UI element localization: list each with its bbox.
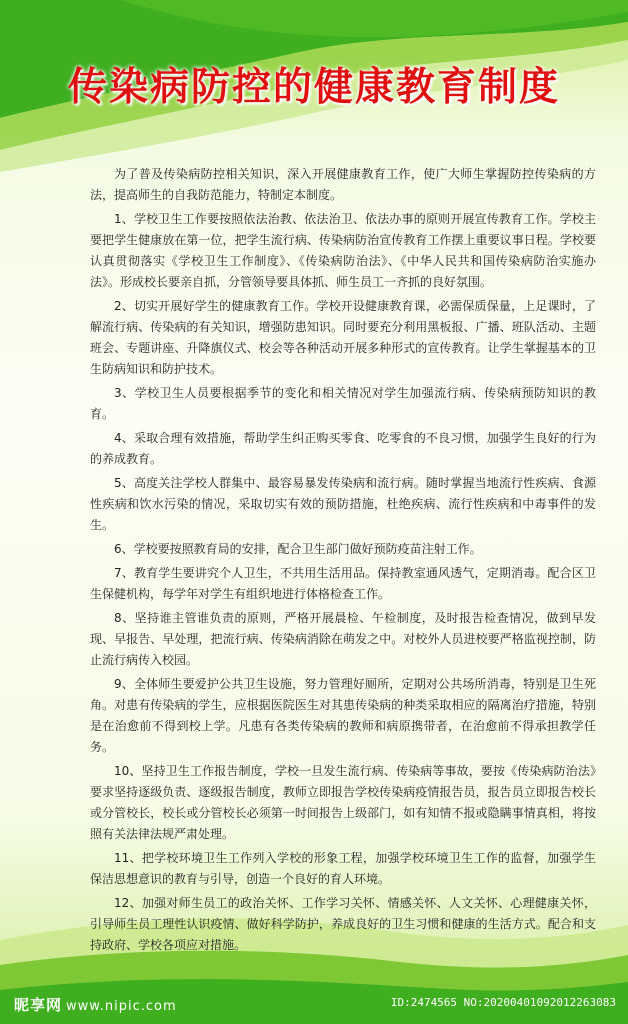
- clause-5: 5、高度关注学校人群集中、最容易暴发传染病和流行病。随时掌握当地流行性疾病、食源性疾病和饮水污染的情况，采取切实有效的预防措施，杜绝疾病、流行性疾病和中毒事件的发生。: [90, 476, 596, 532]
- site-watermark: [14, 994, 177, 1015]
- regulation-body: [90, 164, 596, 959]
- clause-6: 6、学校要按照教育局的安排，配合卫生部门做好预防疫苗注射工作。: [114, 542, 482, 556]
- watermark-logo: 昵享网: [14, 996, 63, 1014]
- clause-9: 9、全体师生要爱护公共卫生设施，努力管理好厕所，定期对公共场所消毒，特别是卫生死角。对患有传染病的学生，应根据医院医生对其患传染病的种类采取相应的隔离治疗措施，特别是在治愈前不得到校上学。凡患有各类传染病的教师和病原携带者，在治愈前不得承担教学任务。: [90, 677, 596, 754]
- clause-12: 12、加强对师生员工的政治关怀、工作学习关怀、情感关怀、人文关怀、心理健康关怀，引导师生员工理性认识疫情、做好科学防护，养成良好的卫生习惯和健康的生活方式。配合和支持政府、学校各项应对措施。: [90, 896, 596, 952]
- clause-7: 7、教育学生要讲究个人卫生，不共用生活用品。保持教室通风透气，定期消毒。配合区卫生保健机构，每学年对学生有组织地进行体格检查工作。: [90, 566, 596, 601]
- clause-4: 4、采取合理有效措施，帮助学生纠正购买零食、吃零食的不良习惯，加强学生良好的行为的养成教育。: [90, 431, 596, 466]
- clause-11: 11、把学校环境卫生工作列入学校的形象工程，加强学校环境卫生工作的监督，加强学生保洁思想意识的教育与引导，创造一个良好的育人环境。: [90, 851, 596, 886]
- intro-paragraph: 为了普及传染病防控相关知识，深入开展健康教育工作，使广大师生掌握防控传染病的方法，提高师生的自我防范能力，特制定本制度。: [90, 167, 596, 202]
- watermark-url: www.nipic.com: [66, 999, 177, 1014]
- clause-8: 8、坚持谁主管谁负责的原则，严格开展晨检、午检制度，及时报告检查情况，做到早发现、早报告、早处理，把流行病、传染病消除在萌发之中。对校外人员进校要严格监视控制，防止流行病传入校园。: [90, 611, 596, 667]
- clause-10: 10、坚持卫生工作报告制度，学校一旦发生流行病、传染病等事故，要按《传染病防治法》要求坚持逐级负责、逐级报告制度，教师立即报告学校传染病疫情报告员，报告员立即报告校长或分管校长，校长或分管校长必须第一时间报告上级部门，如有知情不报或隐瞒事情真相，将按照有关法律法规严肃处理。: [90, 764, 596, 841]
- clause-3: 3、学校卫生人员要根据季节的变化和相关情况对学生加强流行病、传染病预防知识的教育。: [90, 386, 596, 421]
- page-title: 传染病防控的健康教育制度: [67, 65, 560, 110]
- image-id-text: ID:2474565 NO:20200401092012263083: [390, 996, 616, 1009]
- clause-1: 1、学校卫生工作要按照依法治教、依法治卫、依法办事的原则开展宣传教育工作。学校主要把学生健康放在第一位，把学生流行病、传染病防治宣传教育工作摆上重要议事日程。学校要认真贯彻落实《学校卫生工作制度》、《传染病防治法》、《中华人民共和国传染病防治实施办法》。形成校长要亲自抓，分管领导要具体抓、师生员工一齐抓的良好氛围。: [90, 212, 596, 289]
- clause-2: 2、切实开展好学生的健康教育工作。学校开设健康教育课，必需保质保量，上足课时，了解流行病、传染病的有关知识，增强防患知识。同时要充分利用黑板报、广播、班队活动、主题班会、专题讲座、升降旗仪式、校会等各种活动开展多种形式的宣传教育。让学生掌握基本的卫生防病知识和防护技术。: [90, 299, 596, 376]
